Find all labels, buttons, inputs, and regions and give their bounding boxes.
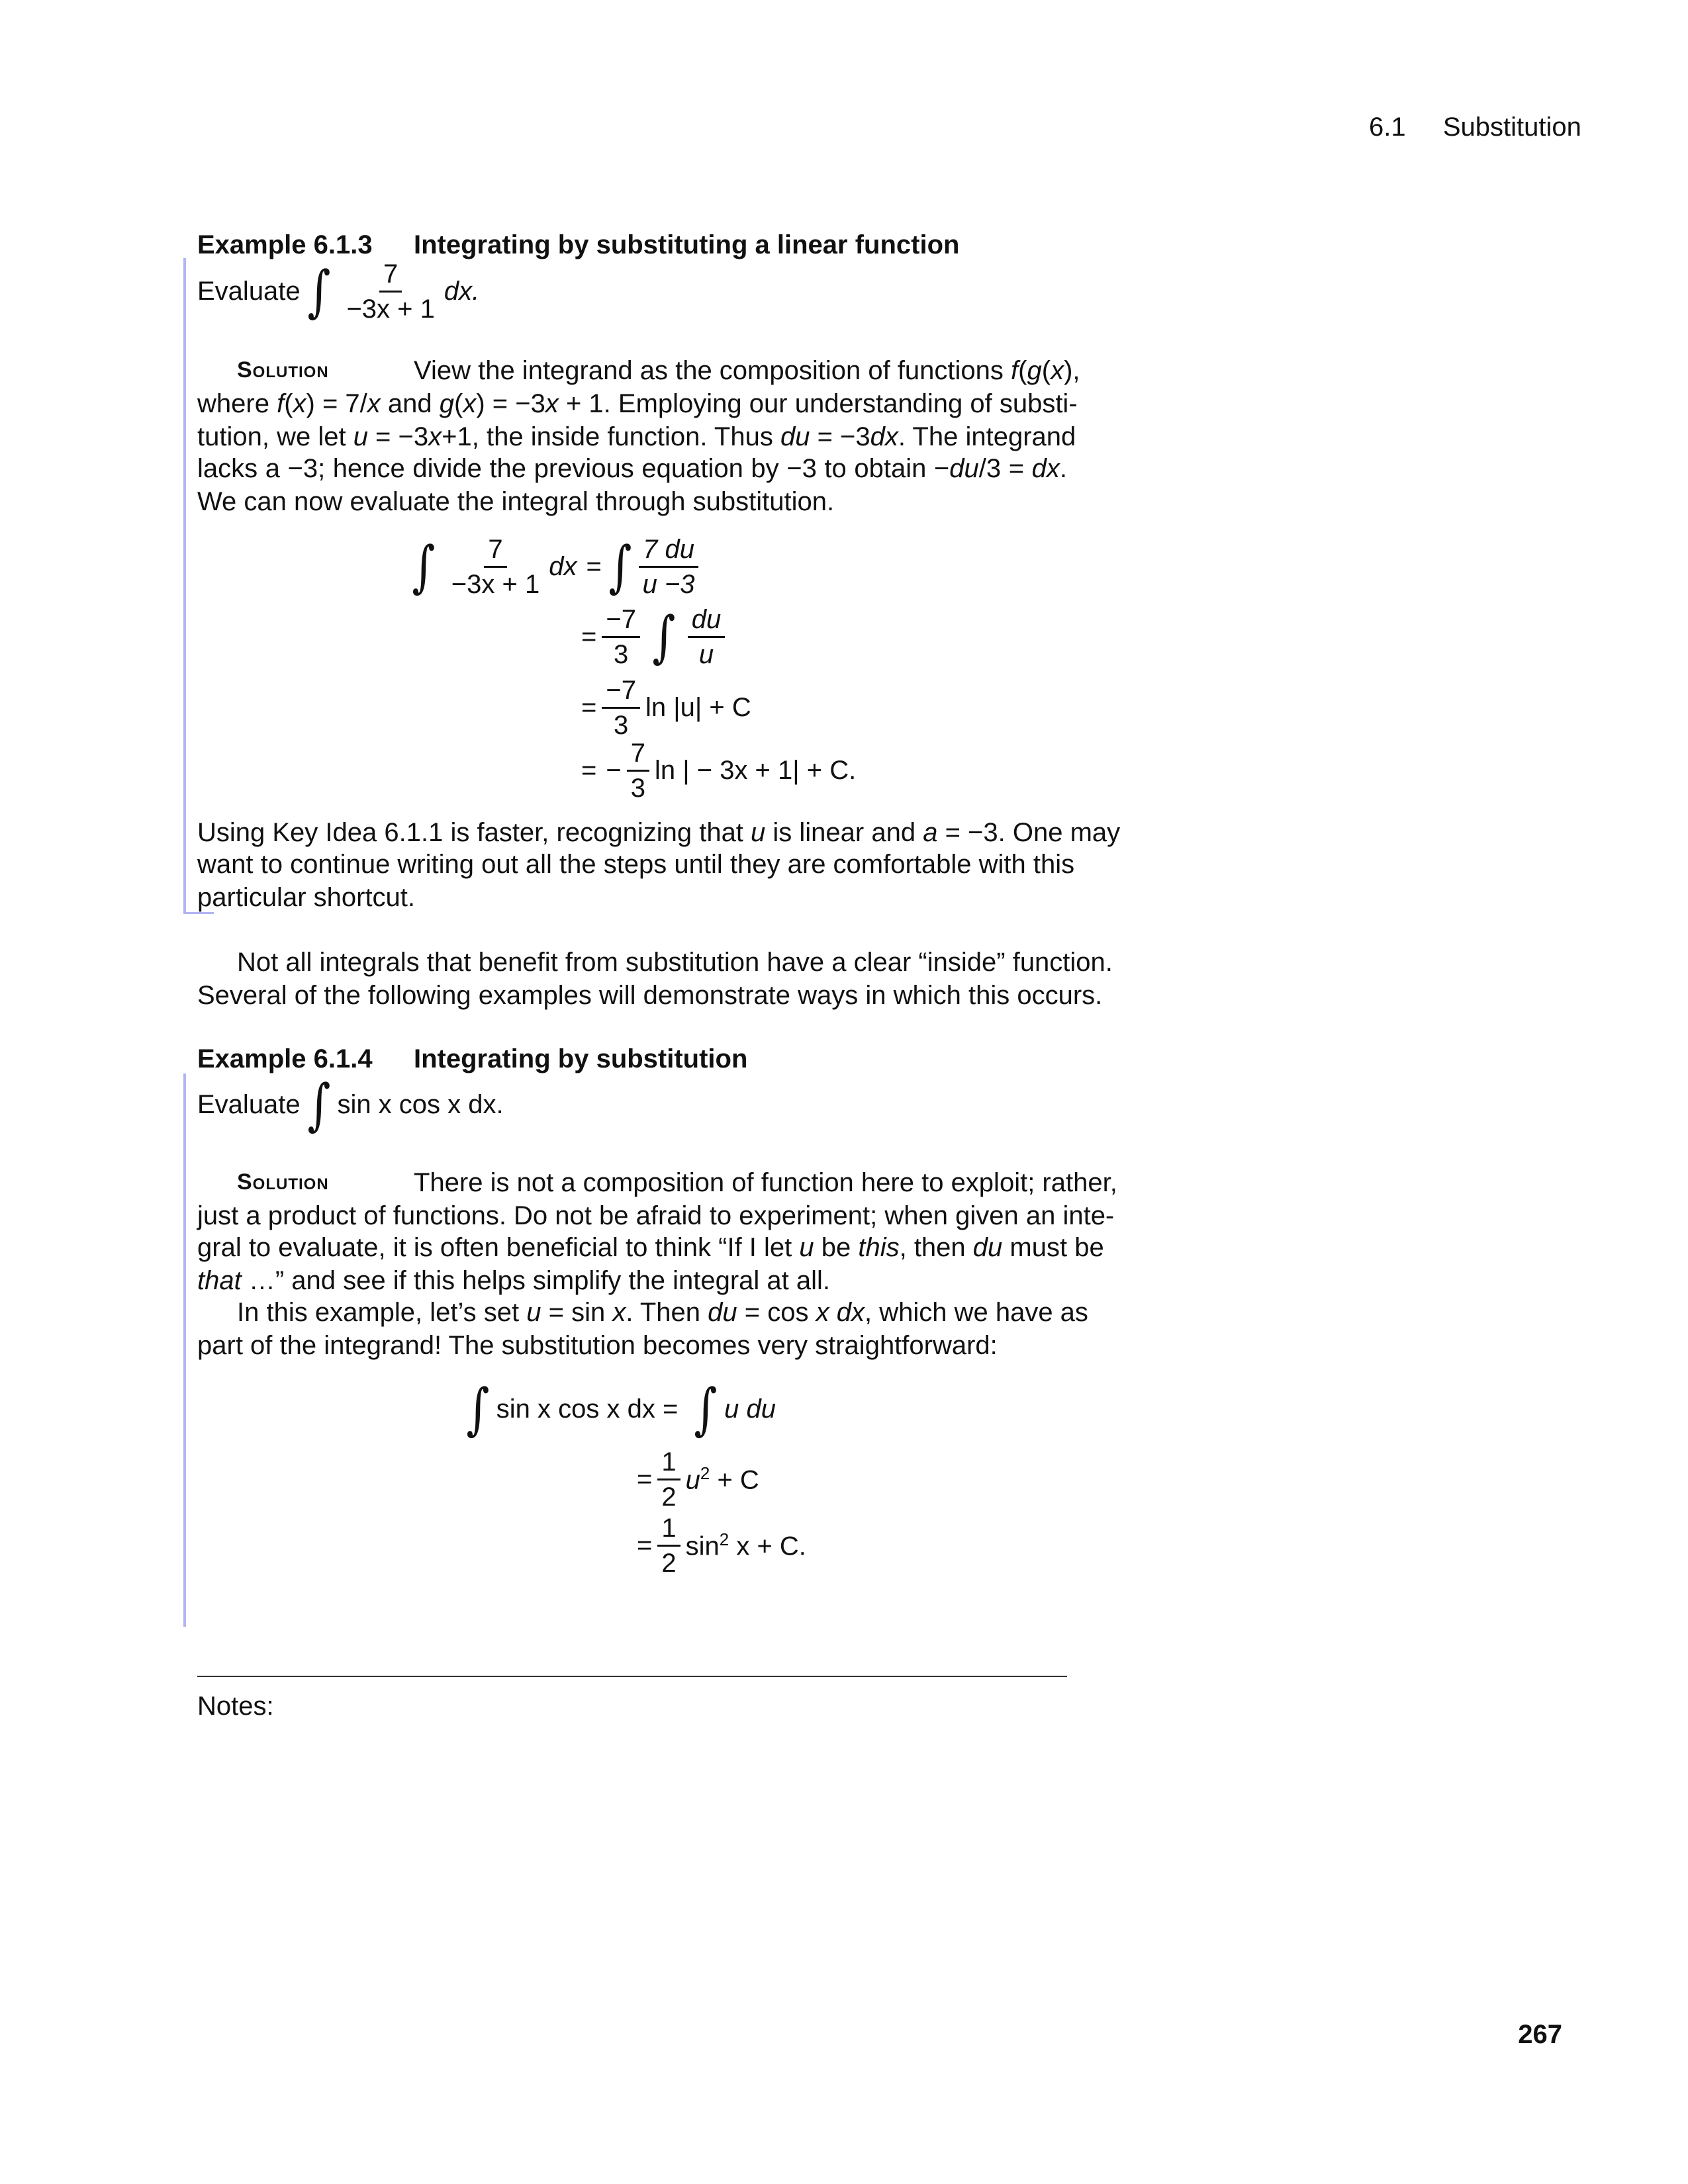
example-prompt — [197, 251, 479, 331]
equation-row — [581, 731, 856, 810]
text-segment: = −3 — [367, 422, 429, 451]
math-italic-text: g — [1027, 356, 1042, 385]
fraction — [657, 1512, 680, 1580]
example-label: Example 6.1.4 — [197, 1044, 373, 1073]
solution-line — [197, 452, 1067, 485]
text-segment: ( — [454, 389, 463, 418]
text-segment — [829, 1298, 837, 1327]
numerator: 7 — [484, 533, 506, 568]
text-segment: and — [380, 389, 440, 418]
fraction — [447, 533, 543, 601]
fraction — [688, 603, 726, 671]
text-segment: particular shortcut. — [197, 883, 416, 912]
math-italic-text: u — [526, 1298, 541, 1327]
denominator: −3x + 1 — [346, 294, 435, 324]
math-italic-text: x — [367, 389, 381, 418]
math-italic-text: dx — [870, 422, 898, 451]
solution-line — [197, 1264, 1067, 1297]
body-line — [197, 979, 1103, 1012]
solution-line — [197, 485, 1067, 518]
closing-line — [197, 881, 1067, 914]
text-segment: /3 = — [978, 454, 1032, 483]
text-segment: View the integrand as the composition of functions — [414, 356, 1011, 385]
text-segment: ), — [1064, 356, 1080, 385]
text-segment: = sin — [541, 1298, 613, 1327]
differential: dx — [549, 551, 577, 581]
section-title: Substitution — [1442, 113, 1581, 142]
text-segment: . The integrand — [898, 422, 1076, 451]
example-margin-bar — [183, 1073, 186, 1627]
fraction — [627, 737, 649, 805]
math-italic-text: du — [708, 1298, 737, 1327]
differential: dx. — [444, 276, 480, 306]
text-segment: lacks a −3; hence divide the previous equation by −3 to obtain − — [197, 454, 950, 483]
text-segment: be — [814, 1233, 859, 1262]
numerator: 1 — [657, 1512, 680, 1547]
text-segment: , then — [899, 1233, 973, 1262]
equals-sign: = — [637, 1464, 653, 1494]
text-segment: We can now evaluate the integral through substitution. — [197, 487, 835, 516]
math-italic-text: that — [197, 1266, 242, 1295]
expression: sin x cos x dx = — [496, 1394, 679, 1424]
fraction — [602, 603, 640, 671]
integrand: sin x cos x dx. — [337, 1089, 504, 1119]
fraction — [639, 533, 699, 601]
solution-line — [197, 1231, 1104, 1264]
math-italic-text: f — [1011, 356, 1019, 385]
fraction — [657, 1445, 680, 1514]
denominator: 2 — [661, 1548, 677, 1578]
example-label: Example 6.1.3 — [197, 230, 373, 259]
text-segment: Using Key Idea 6.1.1 is faster, recognizing that — [197, 818, 751, 847]
evaluate-text: Evaluate — [197, 1089, 301, 1119]
closing-line — [197, 848, 1075, 881]
integral-sign-icon: ∫ — [412, 534, 436, 599]
text-segment: part of the integrand! The substitution becomes very straightforward: — [197, 1331, 998, 1360]
numerator: 7 — [627, 737, 649, 772]
integral-sign-icon: ∫ — [307, 1072, 331, 1137]
math-italic-text: dx — [1031, 454, 1060, 483]
example-title: Integrating by substitution — [414, 1044, 748, 1073]
text-segment: Several of the following examples will demonstrate ways in which this occurs. — [197, 981, 1103, 1010]
text-segment: ) = −3 — [476, 389, 545, 418]
equals-sign: = — [586, 551, 602, 581]
math-italic-text: x — [612, 1298, 626, 1327]
equals-sign: = — [581, 621, 597, 651]
evaluate-text: Evaluate — [197, 276, 301, 306]
running-header — [1369, 113, 1581, 142]
text-segment: …” and see if this helps simplify the integral at all. — [241, 1266, 831, 1295]
integral-sign-icon: ∫ — [307, 259, 331, 324]
body-line — [237, 946, 1113, 979]
integral-sign-icon: ∫ — [608, 534, 632, 599]
text-segment: = −3. One may — [937, 818, 1121, 847]
text-segment: ( — [1041, 356, 1051, 385]
text-segment: ( — [1018, 356, 1027, 385]
denominator: u — [698, 639, 714, 669]
numerator: 1 — [657, 1445, 680, 1480]
text-segment: = −3 — [810, 422, 870, 451]
denominator: 2 — [661, 1482, 677, 1512]
solution-label: Solution — [237, 357, 329, 383]
notes-divider — [197, 1676, 1067, 1677]
equation-row — [459, 1369, 776, 1449]
text-segment: where — [197, 389, 277, 418]
text-segment: + 1. Employing our understanding of substi- — [558, 389, 1078, 418]
math-italic-text: du — [972, 1233, 1003, 1262]
numerator: 7 du — [639, 533, 698, 568]
text-segment: ) = 7/ — [306, 389, 367, 418]
math-italic-text: f — [277, 389, 285, 418]
equals-sign: = — [637, 1530, 653, 1560]
text-segment: is linear and — [765, 818, 923, 847]
text-segment: ( — [284, 389, 293, 418]
text-segment: . Then — [626, 1298, 708, 1327]
equation-row — [405, 527, 704, 606]
text-segment: , which we have as — [864, 1298, 1088, 1327]
text-segment: gral to evaluate, it is often beneficial to think “If I let — [197, 1233, 800, 1262]
page-number: 267 — [1518, 2020, 1562, 2049]
numerator: du — [688, 603, 726, 638]
numerator: −7 — [602, 674, 640, 709]
text-segment: want to continue writing out all the steps until they are comfortable with this — [197, 850, 1075, 879]
solution-label: Solution — [237, 1169, 329, 1195]
denominator: u −3 — [642, 569, 695, 599]
example-margin-bar — [183, 258, 186, 913]
example-prompt — [197, 1065, 504, 1144]
math-italic-text: x — [1051, 356, 1064, 385]
example-title: Integrating by substituting a linear function — [414, 230, 960, 259]
numerator: −7 — [602, 603, 640, 638]
solution-line — [197, 1199, 1115, 1232]
text-segment: . — [1059, 454, 1067, 483]
minus-sign: − — [606, 755, 622, 785]
math-italic-text: x — [816, 1298, 829, 1327]
denominator: 3 — [614, 710, 629, 740]
text-segment: tution, we let — [197, 422, 353, 451]
math-italic-text: x — [463, 389, 477, 418]
equals-sign: = — [581, 692, 597, 722]
text-segment: just a product of functions. Do not be afraid to experiment; when given an inte- — [197, 1201, 1115, 1230]
closing-line — [197, 816, 1121, 849]
text-segment: In this example, let’s set — [237, 1298, 527, 1327]
math-italic-text: a — [923, 818, 938, 847]
expression: ln | − 3x + 1| + C. — [654, 755, 857, 785]
integral-sign-icon: ∫ — [652, 604, 676, 669]
solution-line — [414, 1166, 1117, 1199]
math-italic-text: this — [858, 1233, 900, 1262]
math-italic-text: du — [949, 454, 979, 483]
denominator: 3 — [630, 773, 645, 803]
math-italic-text: u — [799, 1233, 814, 1262]
numerator: 7 — [379, 257, 402, 293]
solution-line — [197, 387, 1078, 420]
solution-line — [197, 420, 1076, 453]
text-segment: Not all integrals that benefit from substitution have a clear “inside” function. — [237, 948, 1113, 977]
math-italic-text: u — [751, 818, 766, 847]
math-italic-text: x — [293, 389, 306, 418]
text-segment: must be — [1002, 1233, 1104, 1262]
math-italic-text: x — [428, 422, 442, 451]
denominator: −3x + 1 — [451, 569, 540, 599]
math-italic-text: x — [545, 389, 559, 418]
math-italic-text: dx — [836, 1298, 865, 1327]
text-segment: There is not a composition of function here to exploit; rather, — [414, 1168, 1117, 1197]
integral-sign-icon: ∫ — [466, 1377, 490, 1441]
expression: u du — [724, 1394, 776, 1424]
notes-label: Notes: — [197, 1692, 274, 1721]
math-italic-text: g — [439, 389, 454, 418]
expression: $\sin^2 x + C$. — [685, 1529, 806, 1561]
text-segment: +1, the inside function. Thus — [442, 422, 780, 451]
equals-sign: = — [581, 755, 597, 785]
integral-sign-icon: ∫ — [694, 1377, 718, 1441]
solution-line — [197, 1329, 1067, 1362]
section-number: 6.1 — [1369, 113, 1406, 142]
solution-line — [414, 354, 1080, 387]
fraction — [342, 257, 438, 326]
equation-row — [581, 597, 730, 676]
equation-row — [637, 1506, 806, 1585]
denominator: 3 — [614, 639, 629, 669]
text-segment: = cos — [737, 1298, 816, 1327]
expression: ln |u| + C — [645, 692, 751, 722]
math-italic-text: u — [353, 422, 368, 451]
math-italic-text: du — [780, 422, 810, 451]
expression: $u^2 + C$ — [685, 1463, 759, 1495]
solution-line — [237, 1296, 1088, 1329]
